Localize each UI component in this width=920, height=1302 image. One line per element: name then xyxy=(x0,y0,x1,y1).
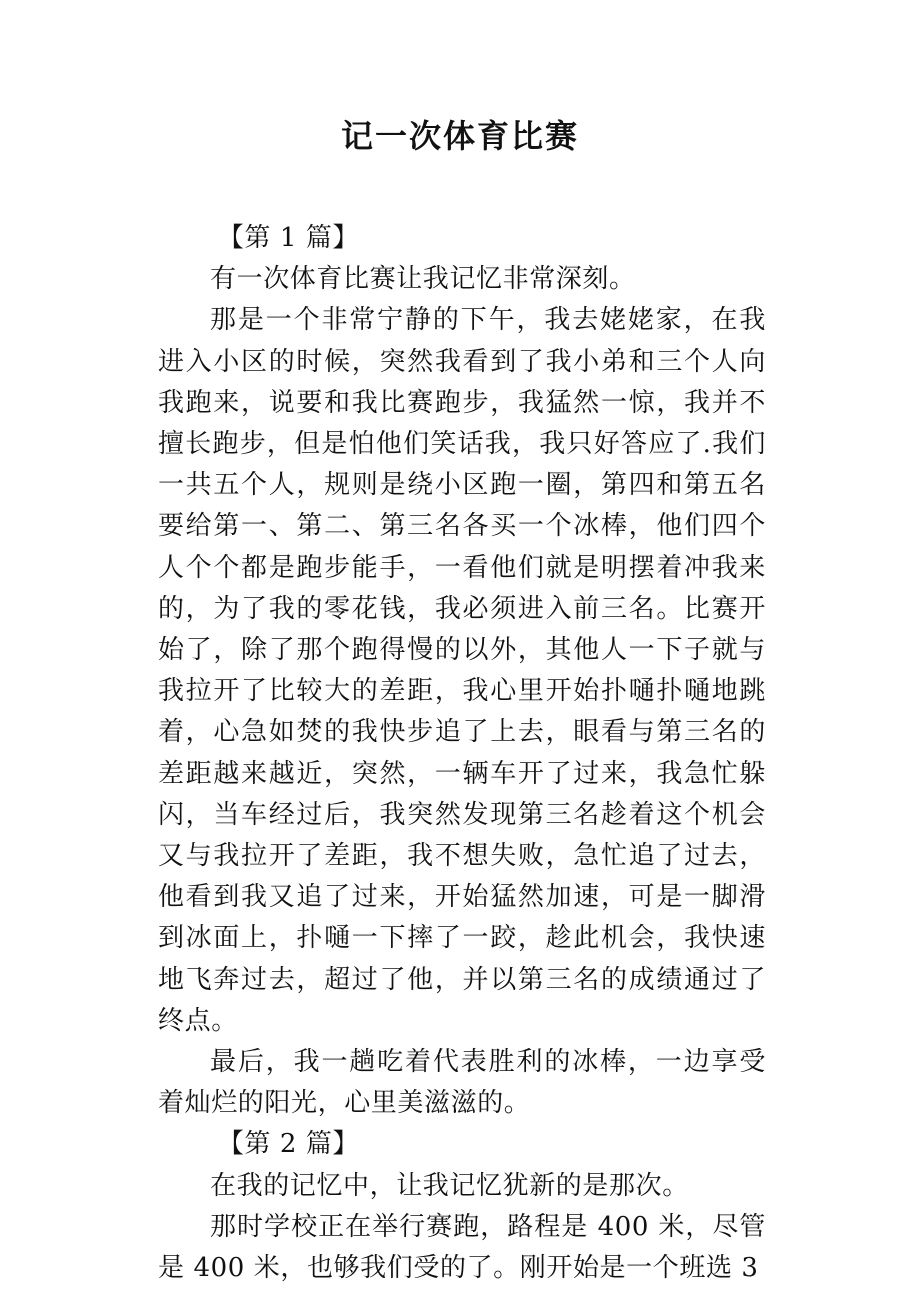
document-title: 记一次体育比赛 xyxy=(340,117,579,155)
paragraph: 那是一个非常宁静的下午，我去姥姥家，在我进入小区的时候，突然我看到了我小弟和三个人向我跑来，说要和我比赛跑步，我猛然一惊，我并不擅长跑步，但是怕他们笑话我，我只好答应了.我们一共五个人，规则是绕小区跑一圈，第四和第五名要给第一、第二、第三名各买一个冰棒，他们四个人个个都是跑步能手，一看他们就是明摆着冲我来的，为了我的零花钱，我必须进入前三名。比赛开始了，除了那个跑得慢的以外，其他人一下子就与我拉开了比较大的差距，我心里开始扑嗵扑嗵地跳着，心急如焚的我快步追了上去，眼看与第三名的差距越来越近，突然，一辆车开了过来，我急忙躲闪，当车经过后，我突然发现第三名趁着这个机会又与我拉开了差距，我不想失败，急忙追了过去，他看到我又追了过来，开始猛然加速，可是一脚滑到冰面上，扑嗵一下摔了一跤，趁此机会，我快速地飞奔过去，超过了他，并以第三名的成绩通过了终点。 xyxy=(158,305,766,1036)
paragraph: 在我的记忆中，让我记忆犹新的是那次。 xyxy=(210,1170,689,1201)
section-heading-2: 【第 2 篇】 xyxy=(217,1129,360,1160)
document-body xyxy=(158,218,766,1289)
paragraph: 有一次体育比赛让我记忆非常深刻。 xyxy=(210,264,636,295)
paragraph: 那时学校正在举行赛跑，路程是 400 米，尽管是 400 米，也够我们受的了。刚开始是一个班选 3 xyxy=(158,1211,766,1284)
paragraph: 最后，我一趟吃着代表胜利的冰棒，一边享受着灿烂的阳光，心里美滋滋的。 xyxy=(158,1047,766,1119)
section-heading-1: 【第 1 篇】 xyxy=(217,223,360,253)
